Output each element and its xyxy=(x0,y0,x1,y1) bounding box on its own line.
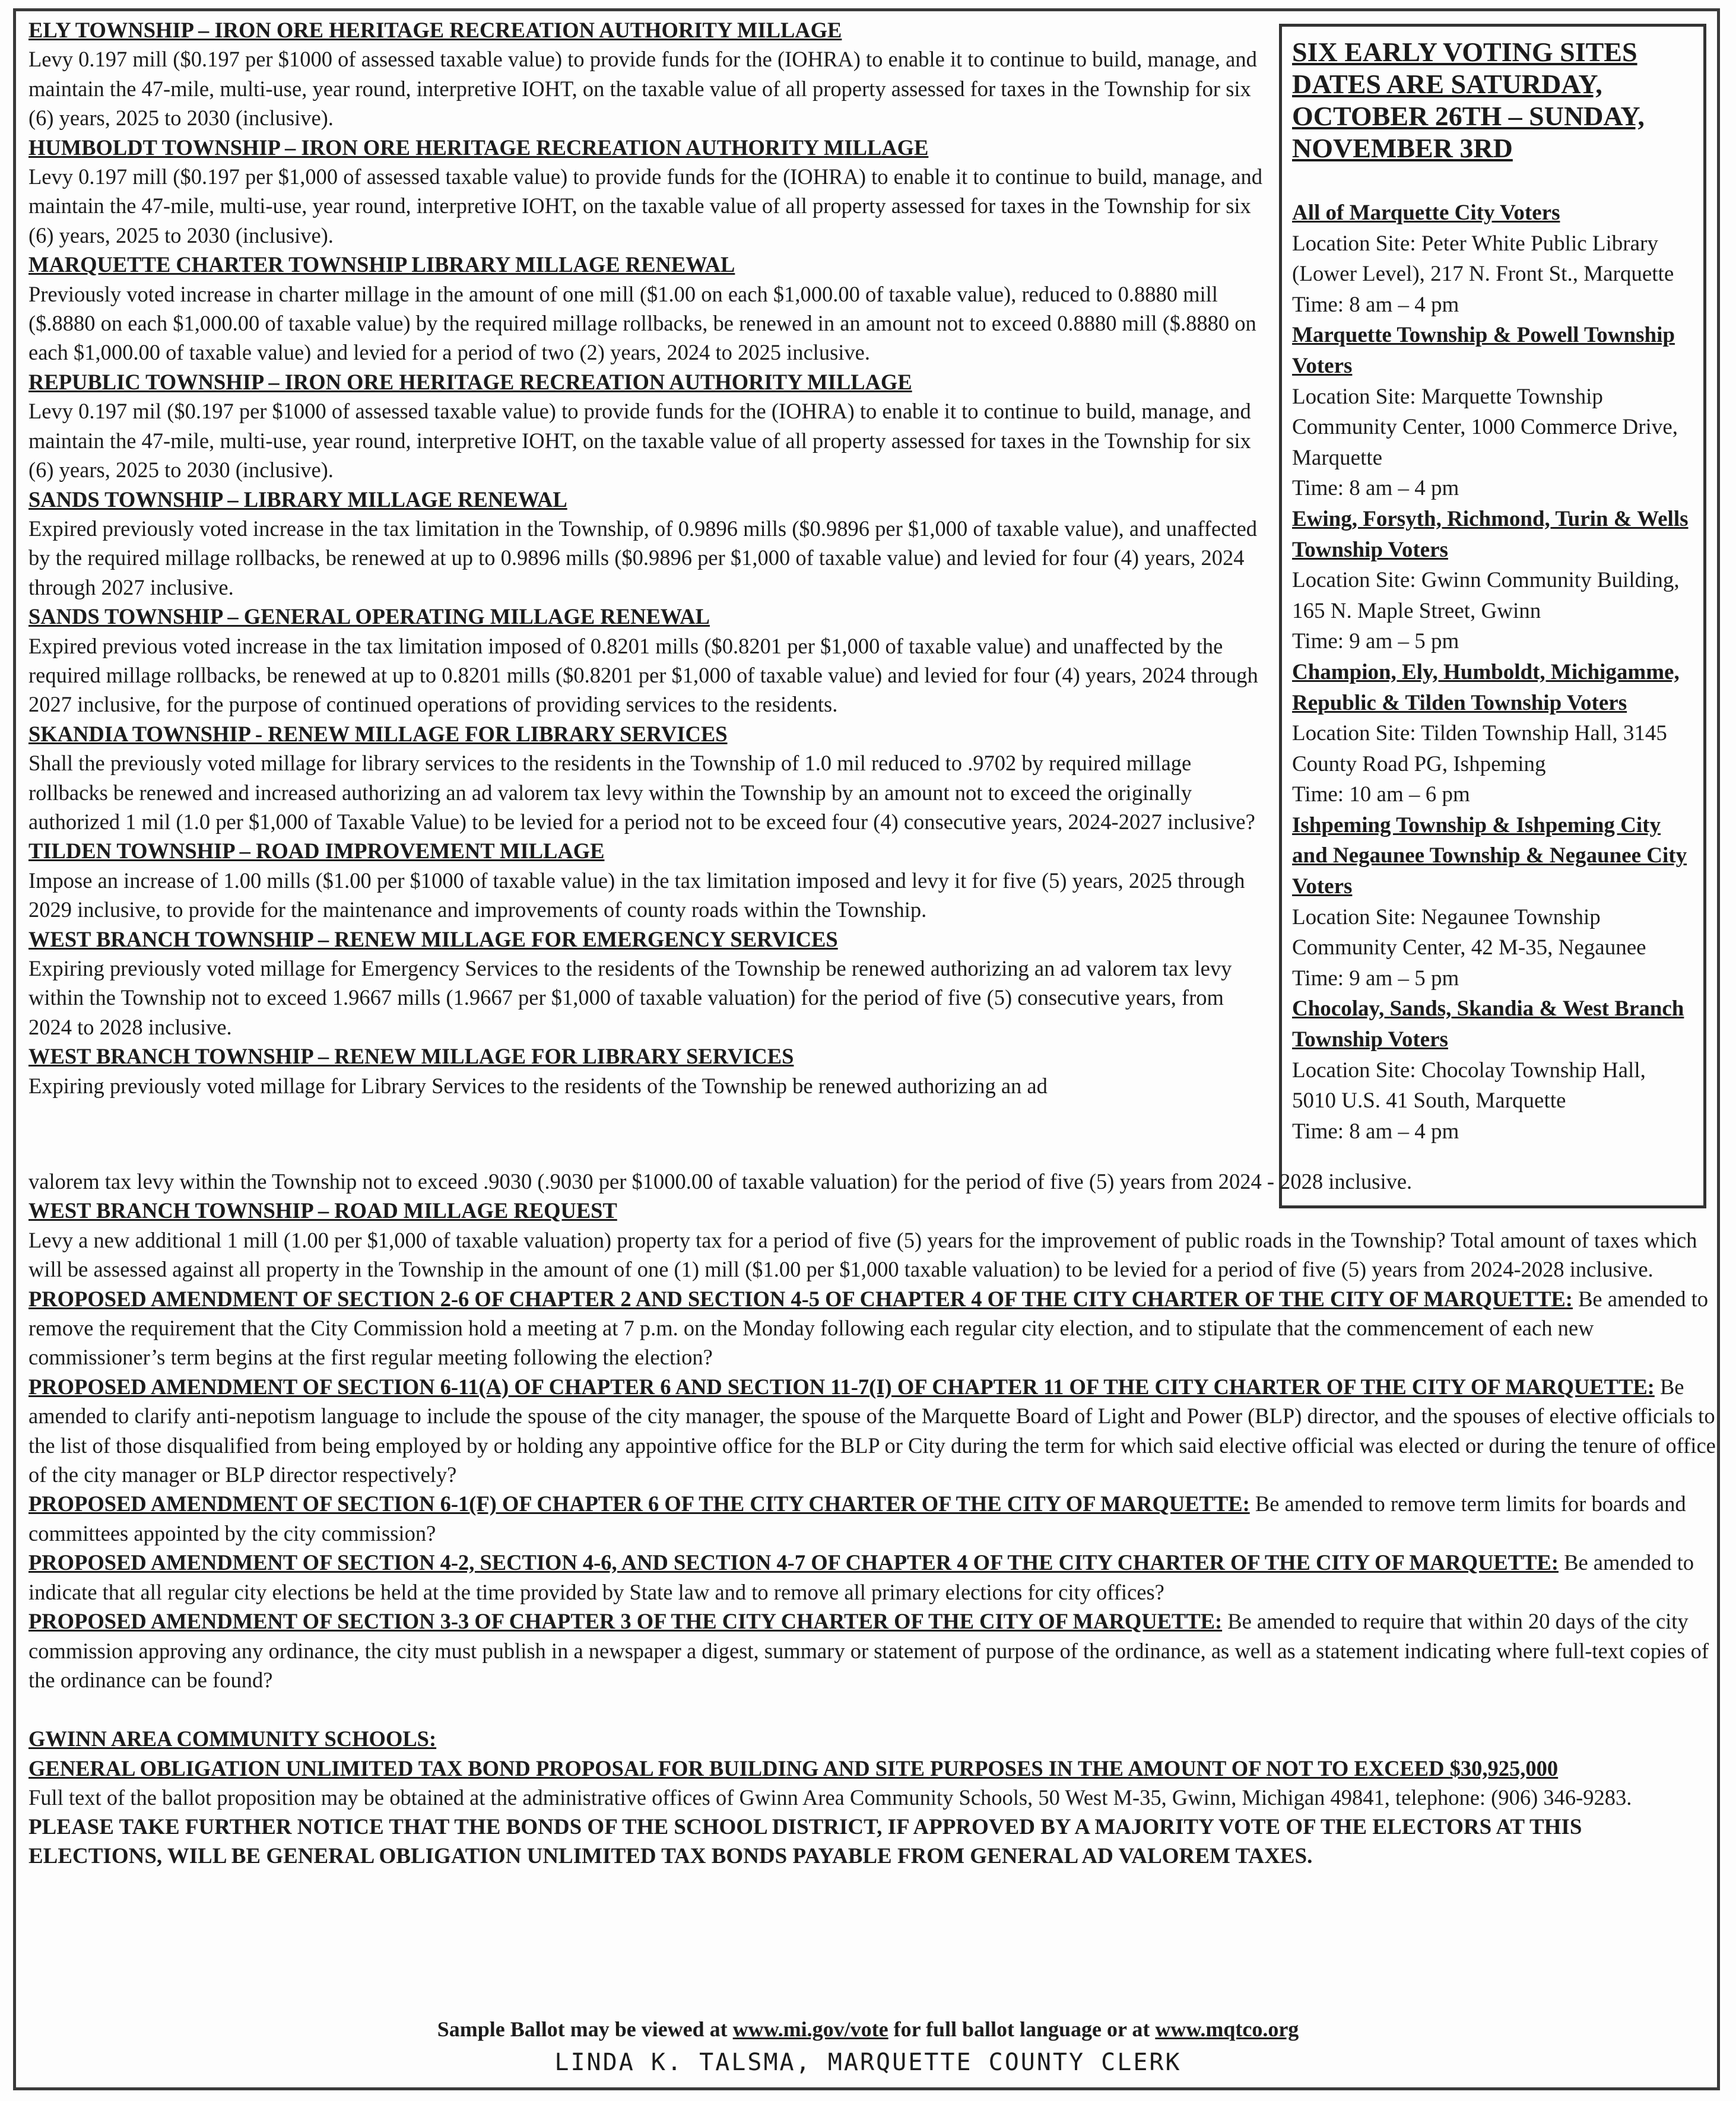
charter-amendment xyxy=(28,1284,1720,1372)
sample-ballot-line xyxy=(0,2017,1736,2042)
voting-site-time: Time: 8 am – 4 pm xyxy=(1292,292,1459,317)
charter-amendment xyxy=(28,1489,1720,1548)
millage-body: Levy 0.197 mil ($0.197 per $1000 of assessed taxable value) to provide funds for the (IOHRA) to enable it to continue to build, manage, and maintain the 47-mile, multi-use, year round, interpretive IOHT, on the taxable value of all property assessed for taxes in the Township for six (6) years, 2025 to 2030 (inclusive). xyxy=(28,399,1251,483)
voting-site-location: Location Site: Marquette Township Community Center, 1000 Commerce Drive, Marquette xyxy=(1292,384,1684,470)
amendment-body: Be amended to clarify anti-nepotism language to include the spouse of the city manager, the spouse of the Marquette Board of Light and Power (BLP) director, and the spouses of elective officials to the list of those disqualified from being employed by or holding any appointive office for the BLP or City during the term for which said elective official was elected or during the tenure of office of the city manager or BLP director respectively? xyxy=(28,1374,1716,1487)
millage-body: Expiring previously voted millage for Library Services to the residents of the Township be renewed authorizing an ad xyxy=(28,1073,1048,1098)
voting-site xyxy=(1292,504,1695,657)
amendment-body: Be amended to indicate that all regular city elections be held at the time provided by State law and to remove all primary elections for city offices? xyxy=(28,1550,1694,1604)
millage-heading: WEST BRANCH TOWNSHIP – RENEW MILLAGE FOR LIBRARY SERVICES xyxy=(28,1044,794,1069)
charter-amendment xyxy=(28,1372,1720,1490)
millage-body: Previously voted increase in charter millage in the amount of one mill ($1.00 on each $1,000.00 of taxable value), reduced to 0.8880 mill ($.8880 on each $1,000.00 of taxable value) by the required millage rollbacks, be renewed in an amount not to exceed 0.8880 mill ($.8880 on each $1,000.00 of taxable value) and levied for a period of two (2) years, 2024 to 2025 inclusive. xyxy=(28,281,1256,365)
voting-site-location: Location Site: Peter White Public Library (Lower Level), 217 N. Front St., Marquette xyxy=(1292,231,1674,287)
voting-site-location: Location Site: Gwinn Community Building, 165 N. Maple Street, Gwinn xyxy=(1292,568,1685,623)
gwinn-bond-heading: GENERAL OBLIGATION UNLIMITED TAX BOND PROPOSAL FOR BUILDING AND SITE PURPOSES IN THE AMOUNT OF NOT TO EXCEED $30,925,000 xyxy=(28,1756,1559,1781)
voting-site-time: Time: 9 am – 5 pm xyxy=(1292,966,1459,991)
voting-site xyxy=(1292,657,1695,810)
library-millage-continuation: valorem tax levy within the Township not to exceed .9030 (.9030 per $1000.00 of taxable valuation) for the period of five (5) years from 2024 - 2028 inclusive. xyxy=(28,1169,1413,1194)
millage-heading: SANDS TOWNSHIP – GENERAL OPERATING MILLAGE RENEWAL xyxy=(28,604,710,629)
amendment-body: Be amended to remove the requirement that the City Commission hold a meeting at 7 p.m. on the Monday following each regular city election, and to stipulate that the commencement of each new commissioner’s term begins at the first regular meeting following the election? xyxy=(28,1286,1708,1370)
road-millage-body: Levy a new additional 1 mill (1.00 per $1,000 of taxable valuation) property tax for a period of five (5) years for the improvement of public roads in the Township? Total amount of taxes which will be assessed against all property in the Township in the amount of one (1) mill ($1.00 per $1,000 taxable valuation) to be levied for a period of five (5) years from 2024-2028 inclusive. xyxy=(28,1227,1697,1282)
voting-site xyxy=(1292,810,1695,994)
voting-site xyxy=(1292,994,1695,1147)
millage-body: Shall the previously voted millage for library services to the residents in the Township of 1.0 mil reduced to .9702 by required millage rollbacks be renewed and increased authorizing an ad valorem tax levy within the Township by an amount not to exceed the originally authorized 1 mil (1.0 per $1,000 of Taxable Value) to be levied for a period not to be exceed four (4) consecutive years, 2024-2027 inclusive? xyxy=(28,751,1255,834)
voting-site-time: Time: 9 am – 5 pm xyxy=(1292,629,1459,654)
millage-body: Expired previous voted increase in the tax limitation imposed of 0.8201 mills ($0.8201 per $1,000 of taxable value) and unaffected by the required millage rollbacks, be renewed at up to 0.8201 mills ($0.8201 per $1,000 of taxable value) and levied for four (4) years, 2024 through 2027 inclusive, for the purpose of continued operations of providing services to the residents. xyxy=(28,633,1258,717)
millage-body: Levy 0.197 mill ($0.197 per $1000 of assessed taxable value) to provide funds for the (IOHRA) to enable it to continue to build, manage, and maintain the 47-mile, multi-use, year round, interpretive IOHT, on the taxable value of all property assessed for taxes in the Township for six (6) years, 2025 to 2030 (inclusive). xyxy=(28,47,1257,131)
millage-body: Levy 0.197 mill ($0.197 per $1,000 of assessed taxable value) to provide funds for the (IOHRA) to enable it to continue to build, manage, and maintain the 47-mile, multi-use, year round, interpretive IOHT, on the taxable value of all property assessed for taxes in the Township for six (6) years, 2025 to 2030 (inclusive). xyxy=(28,164,1262,247)
millage-item xyxy=(28,719,1268,837)
millage-item xyxy=(28,602,1268,719)
amendment-heading: PROPOSED AMENDMENT OF SECTION 4-2, SECTION 4-6, AND SECTION 4-7 OF CHAPTER 4 OF THE CITY CHARTER OF THE CITY OF MARQUETTE: xyxy=(28,1550,1559,1575)
mqtco-link[interactable]: www.mqtco.org xyxy=(1155,2017,1299,2041)
millage-heading: SANDS TOWNSHIP – LIBRARY MILLAGE RENEWAL xyxy=(28,487,567,512)
road-millage-heading: WEST BRANCH TOWNSHIP – ROAD MILLAGE REQUEST xyxy=(28,1198,617,1223)
voting-site-voters: Ishpeming Township & Ishpeming City and Negaunee Township & Negaunee City Voters xyxy=(1292,813,1687,899)
millage-heading: TILDEN TOWNSHIP – ROAD IMPROVEMENT MILLAGE xyxy=(28,839,605,864)
footer-prefix: Sample Ballot may be viewed at xyxy=(437,2017,733,2041)
early-voting-box xyxy=(1279,24,1706,1208)
millage-item xyxy=(28,133,1268,250)
voting-site-voters: Chocolay, Sands, Skandia & West Branch Township Voters xyxy=(1292,996,1684,1052)
millage-item xyxy=(28,367,1268,485)
millage-heading: MARQUETTE CHARTER TOWNSHIP LIBRARY MILLAGE RENEWAL xyxy=(28,252,735,277)
charter-amendment xyxy=(28,1607,1720,1694)
amendment-heading: PROPOSED AMENDMENT OF SECTION 6-1(F) OF CHAPTER 6 OF THE CITY CHARTER OF THE CITY OF MARQUETTE: xyxy=(28,1491,1250,1516)
millage-item xyxy=(28,15,1268,133)
amendment-heading: PROPOSED AMENDMENT OF SECTION 6-11(A) OF CHAPTER 6 AND SECTION 11-7(I) OF CHAPTER 11 OF THE CITY CHARTER OF THE CITY OF MARQUETTE: xyxy=(28,1374,1655,1399)
charter-amendment xyxy=(28,1548,1720,1607)
voting-site-voters: Champion, Ely, Humboldt, Michigamme, Republic & Tilden Township Voters xyxy=(1292,659,1680,715)
millage-body: Expired previously voted increase in the tax limitation in the Township, of 0.9896 mills ($0.9896 per $1,000 of taxable value), and unaffected by the required millage rollbacks, be renewed at up to 0.9896 mills ($0.9896 per $1,000 of taxable value) and levied for four (4) years, 2024 through 2027 inclusive. xyxy=(28,516,1258,599)
millage-item xyxy=(28,836,1268,924)
footer-middle: for full ballot language or at xyxy=(888,2017,1156,2041)
gwinn-body: Full text of the ballot proposition may be obtained at the administrative offices of Gwinn Area Community Schools, 50 West M-35, Gwinn, Michigan 49841, telephone: (906) 346-9283. xyxy=(28,1785,1632,1810)
gwinn-heading: GWINN AREA COMMUNITY SCHOOLS: xyxy=(28,1726,437,1751)
millage-heading: WEST BRANCH TOWNSHIP – RENEW MILLAGE FOR EMERGENCY SERVICES xyxy=(28,926,838,951)
gwinn-notice: PLEASE TAKE FURTHER NOTICE THAT THE BONDS OF THE SCHOOL DISTRICT, IF APPROVED BY A MAJORITY VOTE OF THE ELECTORS AT THIS ELECTIONS, WILL BE GENERAL OBLIGATION UNLIMITED TAX BONDS PAYABLE FROM GENERAL AD VALOREM TAXES. xyxy=(28,1814,1582,1868)
early-voting-heading: SIX EARLY VOTING SITES DATES ARE SATURDAY, OCTOBER 26TH – SUNDAY, NOVEMBER 3RD xyxy=(1292,37,1645,163)
millage-column xyxy=(28,15,1268,1100)
voting-site-voters: Ewing, Forsyth, Richmond, Turin & Wells Township Voters xyxy=(1292,506,1689,562)
voting-site xyxy=(1292,198,1695,320)
amendment-heading: PROPOSED AMENDMENT OF SECTION 2-6 OF CHAPTER 2 AND SECTION 4-5 OF CHAPTER 4 OF THE CITY CHARTER OF THE CITY OF MARQUETTE: xyxy=(28,1286,1573,1311)
millage-heading: SKANDIA TOWNSHIP - RENEW MILLAGE FOR LIBRARY SERVICES xyxy=(28,721,728,746)
millage-item xyxy=(28,250,1268,367)
millage-body: Impose an increase of 1.00 mills ($1.00 per $1000 of taxable value) in the tax limitation imposed and levy it for five (5) years, 2025 through 2029 inclusive, to provide for the maintenance and improvements of county roads within the Township. xyxy=(28,868,1245,922)
mi-gov-vote-link[interactable]: www.mi.gov/vote xyxy=(732,2017,888,2041)
voting-site-time: Time: 8 am – 4 pm xyxy=(1292,1119,1459,1144)
voting-site-time: Time: 10 am – 6 pm xyxy=(1292,782,1470,807)
amendment-body: Be amended to require that within 20 days of the city commission approving any ordinance, the city must publish in a newspaper a digest, summary or statement of purpose of the ordinance, as well as a statement indicating where full-text copies of the ordinance can be found? xyxy=(28,1609,1709,1692)
millage-heading: REPUBLIC TOWNSHIP – IRON ORE HERITAGE RECREATION AUTHORITY MILLAGE xyxy=(28,369,912,394)
millage-body: Expiring previously voted millage for Emergency Services to the residents of the Township be renewed authorizing an ad valorem tax levy within the Township not to exceed 1.9667 mills (1.9667 per $1,000 of taxable valuation) for the period of five (5) consecutive years, from 2024 to 2028 inclusive. xyxy=(28,956,1232,1039)
gwinn-bond-proposal xyxy=(28,1724,1720,1871)
full-width-section xyxy=(28,1167,1720,1871)
millage-heading: ELY TOWNSHIP – IRON ORE HERITAGE RECREATION AUTHORITY MILLAGE xyxy=(28,18,842,42)
millage-item xyxy=(28,925,1268,1042)
voting-site-location: Location Site: Negaunee Township Community Center, 42 M-35, Negaunee xyxy=(1292,904,1646,960)
millage-heading: HUMBOLDT TOWNSHIP – IRON ORE HERITAGE RECREATION AUTHORITY MILLAGE xyxy=(28,135,929,160)
clerk-signature: LINDA K. TALSMA, MARQUETTE COUNTY CLERK xyxy=(554,2049,1182,2076)
voting-site-time: Time: 8 am – 4 pm xyxy=(1292,476,1459,501)
voting-site-location: Location Site: Chocolay Township Hall, 5010 U.S. 41 South, Marquette xyxy=(1292,1058,1652,1113)
voting-site-voters: Marquette Township & Powell Township Voters xyxy=(1292,323,1675,378)
amendment-heading: PROPOSED AMENDMENT OF SECTION 3-3 OF CHAPTER 3 OF THE CITY CHARTER OF THE CITY OF MARQUETTE: xyxy=(28,1609,1223,1634)
voting-site-voters: All of Marquette City Voters xyxy=(1292,201,1560,225)
amendment-body: Be amended to remove term limits for boards and committees appointed by the city commission? xyxy=(28,1491,1686,1545)
millage-item xyxy=(28,1042,1268,1100)
millage-item xyxy=(28,485,1268,602)
voting-site xyxy=(1292,320,1695,504)
voting-site-location: Location Site: Tilden Township Hall, 3145 County Road PG, Ishpeming xyxy=(1292,721,1673,776)
